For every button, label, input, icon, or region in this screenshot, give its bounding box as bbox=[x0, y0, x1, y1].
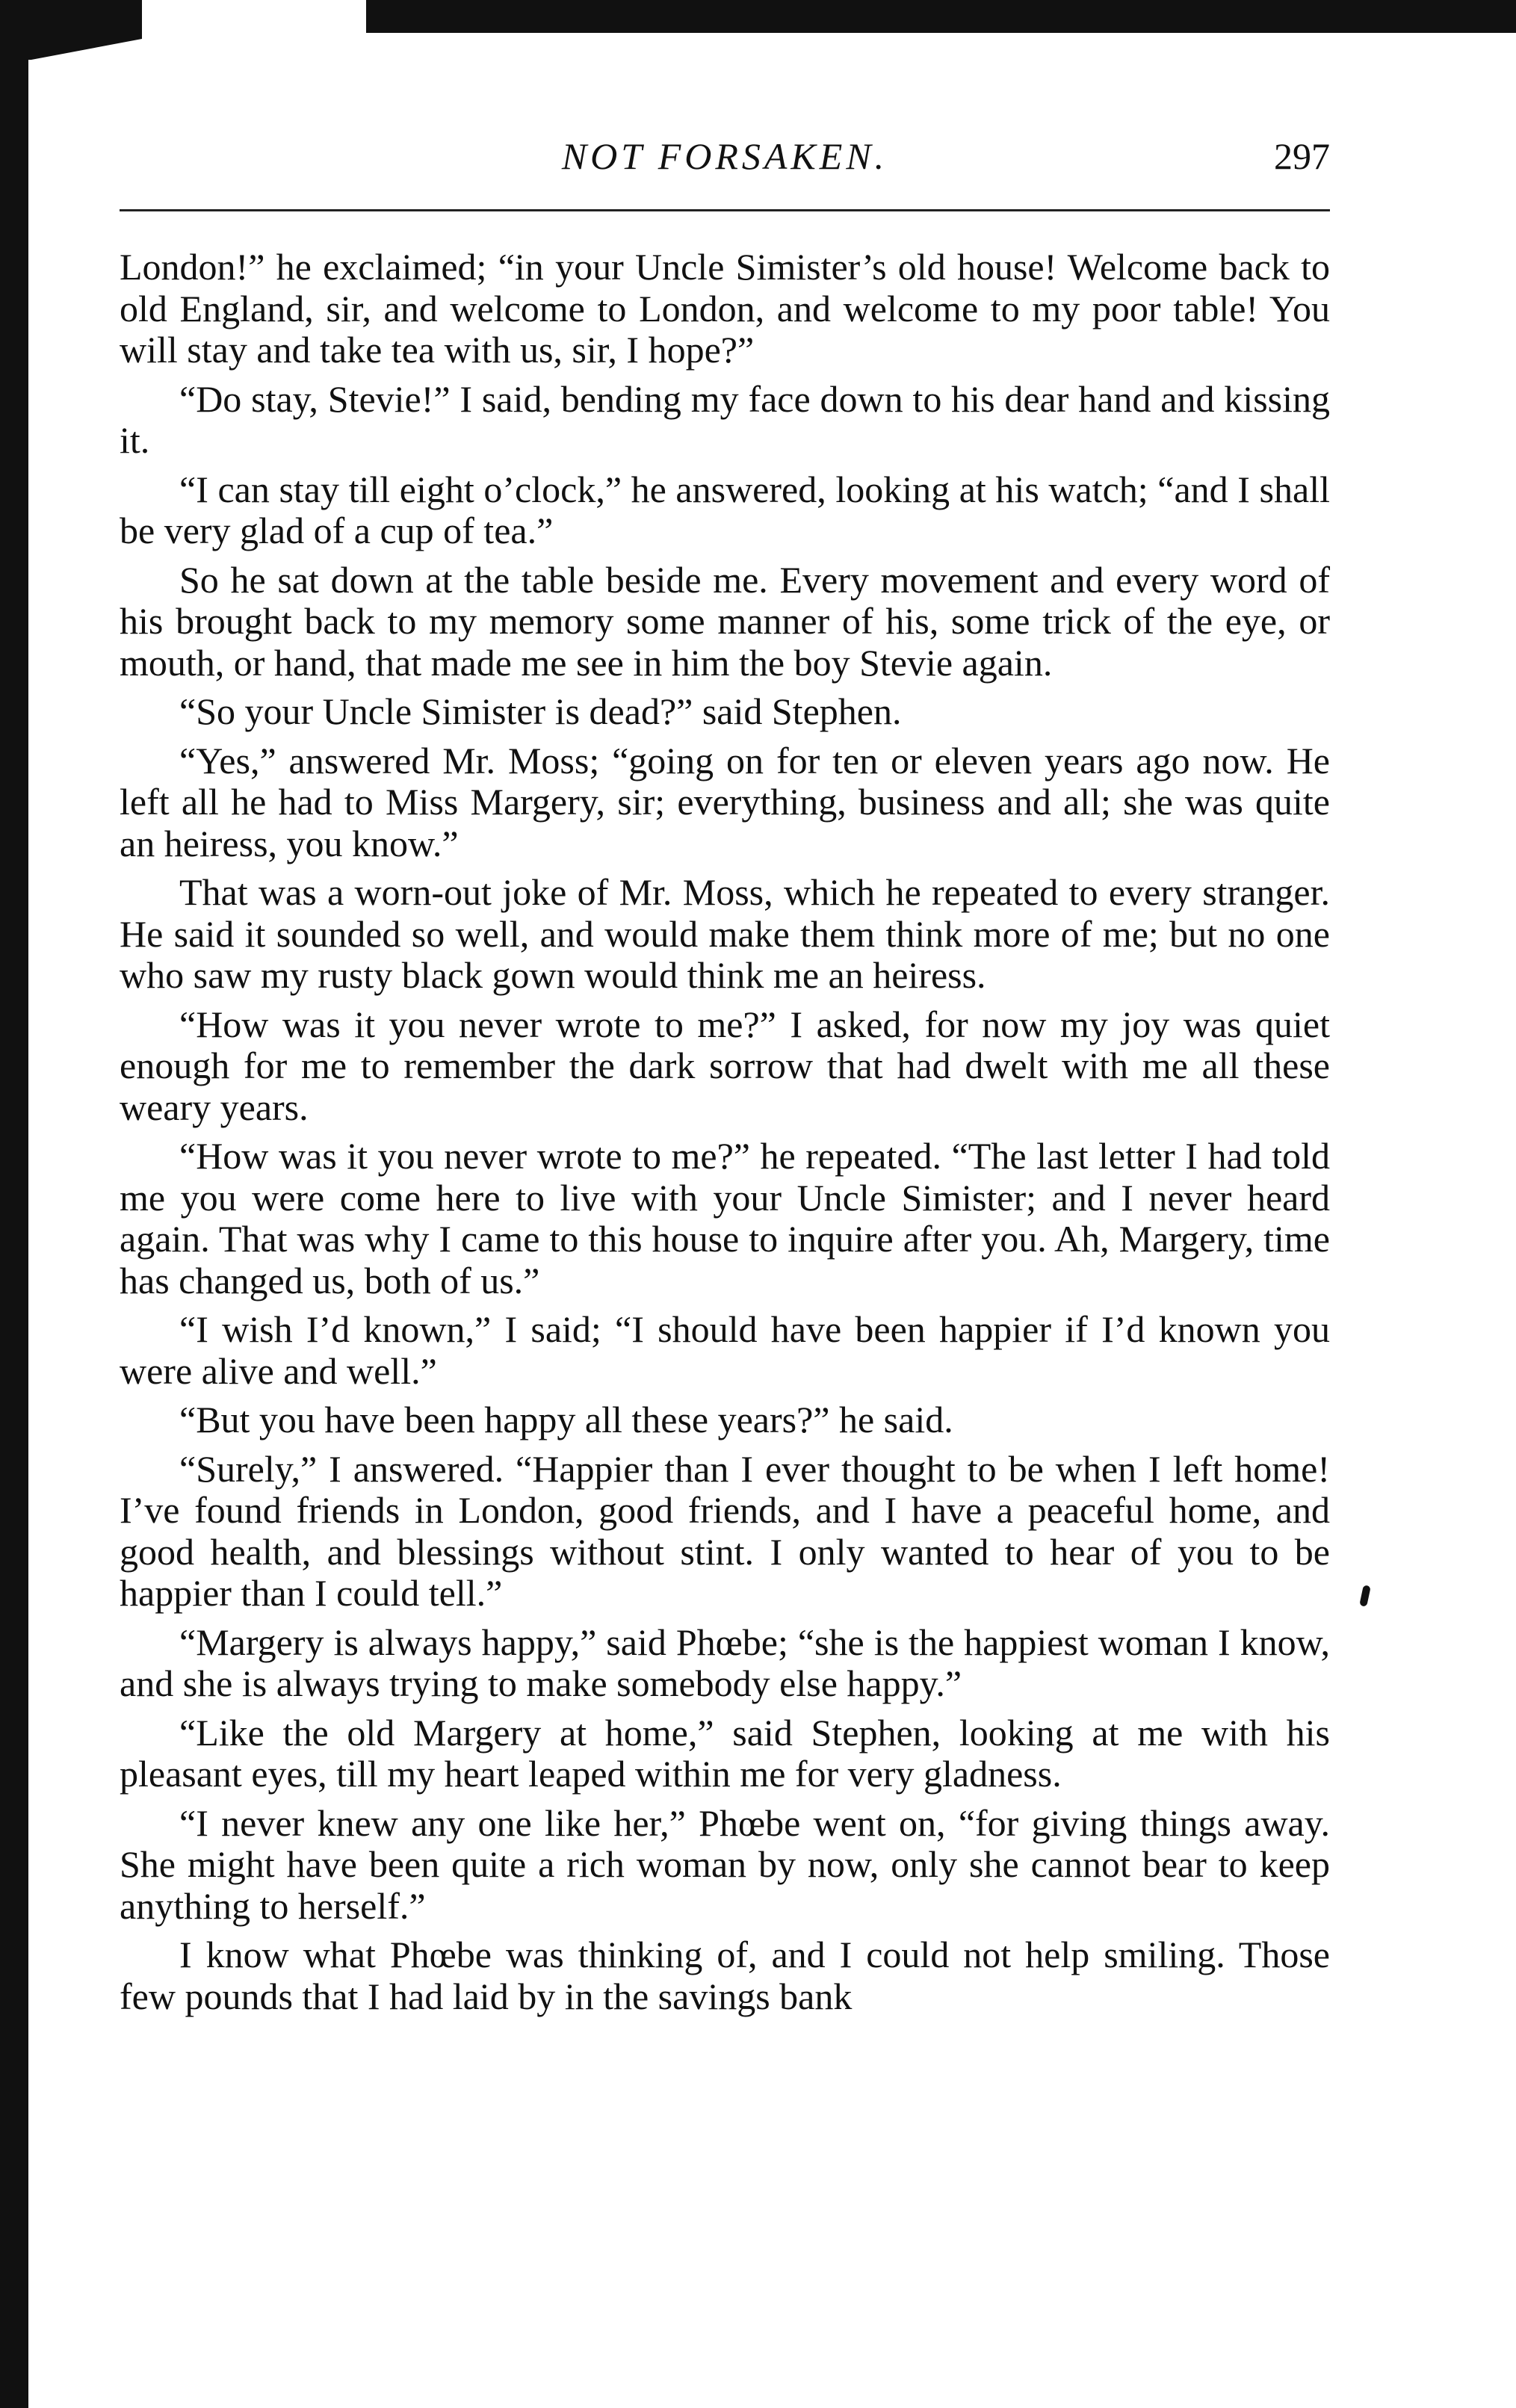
scan-edge-top-left bbox=[0, 0, 142, 33]
header-rule bbox=[120, 209, 1330, 211]
body-text bbox=[120, 247, 1330, 2025]
running-title: NOT FORSAKEN. bbox=[561, 135, 888, 177]
paragraph: “Surely,” I answered. “Happier than I ever thought to be when I left home! I’ve found friends in London, good friends, and I have a peaceful home, and good health, and blessings without stint. I only wanted to hear of you to be happier than I could tell.” bbox=[120, 1447, 1330, 1614]
paragraph: So he sat down at the table beside me. Every movement and every word of his brought back to my memory some manner of his, some trick of the eye, or mouth, or hand, that made me see in him the boy Stevie again. bbox=[120, 558, 1330, 684]
paragraph: That was a worn-out joke of Mr. Moss, which he repeated to every stranger. He said it sounded so well, and would make them think more of me; but no one who saw my rusty black gown would think me an heiress. bbox=[120, 871, 1330, 996]
paragraph: “I never knew any one like her,” Phœbe went on, “for giving things away. She might have been quite a rich woman by now, only she cannot bear to keep anything to herself.” bbox=[120, 1801, 1330, 1927]
paragraph: “I wish I’d known,” I said; “I should have been happier if I’d known you were alive and well.” bbox=[120, 1308, 1330, 1392]
paragraph: “How was it you never wrote to me?” he repeated. “The last letter I had told me you were come here to live with your Uncle Simister; and I never heard again. That was why I came to this house to inquire after you. Ah, Margery, time has changed us, both of us.” bbox=[120, 1135, 1330, 1302]
scan-edge-top bbox=[366, 0, 1516, 33]
paragraph: “Like the old Margery at home,” said Stephen, looking at me with his pleasant eyes, till my heart leaped within me for very gladness. bbox=[120, 1711, 1330, 1795]
paragraph: “But you have been happy all these years?” he said. bbox=[179, 1399, 953, 1440]
paragraph: “How was it you never wrote to me?” I asked, for now my joy was quiet enough for me to remember the dark sorrow that had dwelt with me all these weary years. bbox=[120, 1003, 1330, 1128]
page-number: 297 bbox=[1274, 135, 1330, 177]
margin-ink-mark bbox=[1359, 1585, 1371, 1606]
page-header bbox=[120, 134, 1330, 194]
paragraph: “Do stay, Stevie!” I said, bending my face down to his dear hand and kissing it. bbox=[120, 377, 1330, 461]
paragraph: “Margery is always happy,” said Phœbe; “she is the happiest woman I know, and she is always trying to make somebody else happy.” bbox=[120, 1621, 1330, 1704]
paragraph: “So your Uncle Simister is dead?” said Stephen. bbox=[179, 690, 902, 732]
scan-edge-left bbox=[0, 45, 28, 2408]
paragraph: London!” he exclaimed; “in your Uncle Simister’s old house! Welcome back to old England, sir, and welcome to London, and welcome to my poor table! You will stay and take tea with us, sir, I hope?” bbox=[120, 246, 1330, 371]
paragraph: “Yes,” answered Mr. Moss; “going on for ten or eleven years ago now. He left all he had to Miss Margery, sir; everything, business and all; she was quite an heiress, you know.” bbox=[120, 739, 1330, 864]
paragraph: “I can stay till eight o’clock,” he answered, looking at his watch; “and I shall be very glad of a cup of tea.” bbox=[120, 468, 1330, 551]
paragraph: I know what Phœbe was thinking of, and I could not help smiling. Those few pounds that I had laid by in the savings bank bbox=[120, 1934, 1330, 2017]
